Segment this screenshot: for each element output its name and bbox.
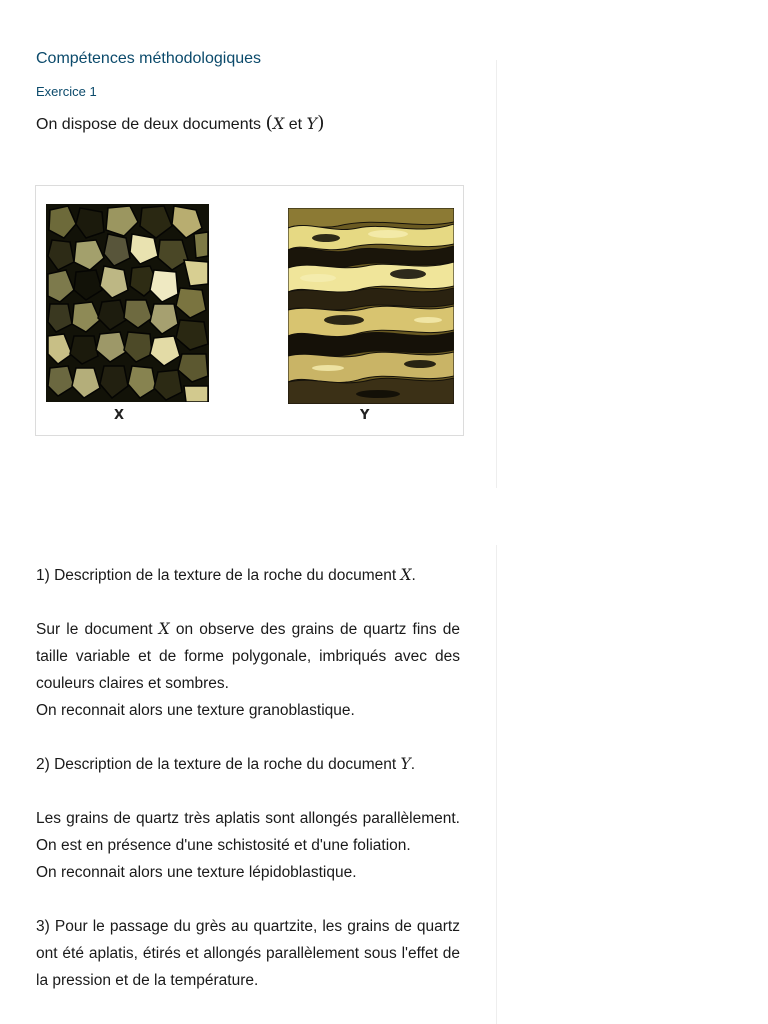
answer-2-conclusion: On reconnait alors une texture lépidoblastique. — [36, 864, 357, 881]
section-title: Compétences méthodologiques — [36, 50, 262, 67]
answer-2-text: Les grains de quartz très aplatis sont allongés parallèlement. On est en présence d'une schistosité et d'une foliation. — [36, 810, 460, 854]
answer-3: 3) Pour le passage du grès au quartzite, les grains de quartz ont été aplatis, étirés et allongés parallèlement sous l'effet de la pression et de la température. — [36, 918, 460, 989]
var-y: Y — [306, 114, 318, 133]
micrograph-x-label: X — [114, 408, 125, 423]
micrograph-y-label: Y — [360, 408, 370, 423]
intro-sentence — [36, 112, 325, 134]
answers-section — [36, 562, 460, 1021]
question-2-end: . — [410, 756, 416, 773]
intro-and: et — [288, 116, 303, 133]
question-2-text: 2) Description de la texture de la roche du document — [36, 756, 397, 773]
answer-1-prefix: Sur le document — [36, 621, 153, 638]
answer-2 — [36, 805, 460, 886]
var-x: X — [272, 114, 285, 133]
micrograph-x — [46, 204, 209, 402]
right-divider — [496, 60, 497, 488]
question-1 — [36, 562, 460, 589]
paren-close: ) — [317, 112, 325, 134]
answer-1 — [36, 616, 460, 724]
micrograph-y — [288, 208, 454, 404]
thin-section-figure — [35, 185, 464, 436]
answer-1-conclusion: On reconnait alors une texture granoblastique. — [36, 702, 355, 719]
paren-open: ( — [265, 112, 273, 134]
question-1-var: X — [400, 566, 412, 584]
answer-1-text: on observe des grains de quartz fins de taille variable et de forme polygonale, imbriqués avec des couleurs claires et sombres. — [36, 621, 461, 692]
question-2 — [36, 751, 460, 778]
exercise-label: Exercice 1 — [36, 84, 97, 99]
right-divider — [496, 545, 497, 1024]
intro-text: On dispose de deux documents — [36, 116, 262, 133]
answer-1-var: X — [158, 620, 170, 638]
question-1-end: . — [411, 567, 416, 584]
question-1-text: 1) Description de la texture de la roche du document — [36, 567, 397, 584]
question-2-var: Y — [400, 755, 411, 773]
